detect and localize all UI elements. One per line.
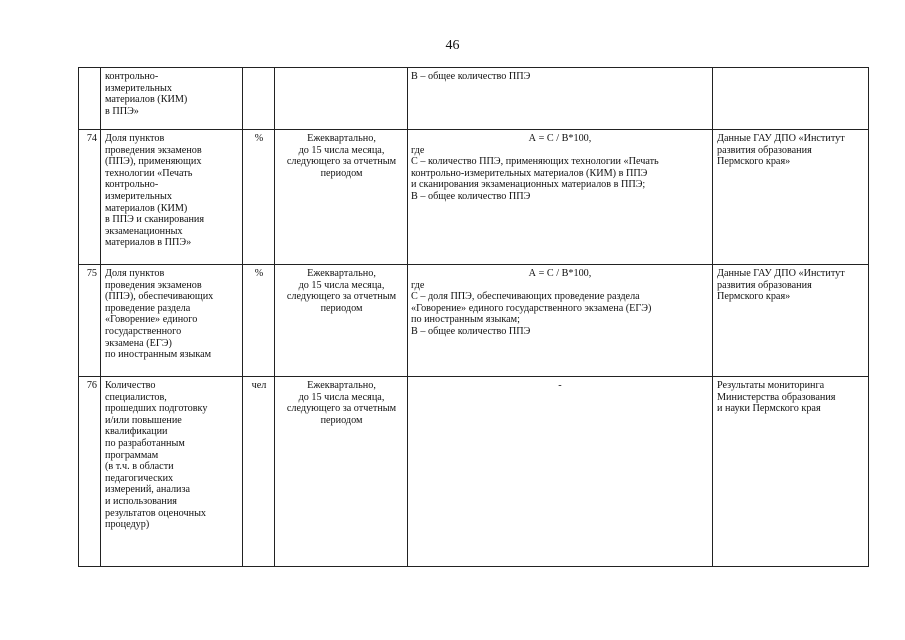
- row-number-cell: [79, 265, 101, 377]
- period-line: следующего за отчетным: [286, 403, 397, 415]
- unit-value: %: [254, 133, 264, 144]
- period-cell: [275, 68, 408, 130]
- method-cell: [408, 130, 713, 265]
- indicator-name-cell: [101, 68, 243, 130]
- method-line: В – общее количество ППЭ: [411, 190, 531, 202]
- indicator-name-line: прошедших подготовку: [105, 403, 208, 415]
- indicator-name-cell: [101, 265, 243, 377]
- no-formula-dash: -: [558, 380, 562, 391]
- source-line: Результаты мониторинга: [717, 380, 825, 391]
- method-line: С – доля ППЭ, обеспечивающих проведение раздела: [411, 291, 640, 303]
- table-row: [79, 68, 869, 130]
- method-line: по иностранным языкам;: [411, 314, 520, 326]
- period-line: периодом: [320, 414, 363, 426]
- indicator-name-line: материалов (КИМ): [105, 94, 188, 106]
- period-line: Ежеквартально,: [307, 133, 376, 144]
- source-cell: [713, 265, 869, 377]
- indicator-name-line: Доля пунктов: [105, 268, 165, 279]
- indicator-name-line: контрольно-: [105, 71, 159, 82]
- table-body: [79, 68, 869, 567]
- row-number-cell: [79, 130, 101, 265]
- period-line: периодом: [320, 302, 363, 314]
- indicator-name-line: (ППЭ), обеспечивающих: [105, 291, 214, 303]
- indicator-name-line: педагогических: [105, 472, 174, 484]
- source-line: Данные ГАУ ДПО «Институт: [717, 268, 845, 279]
- period-cell: [275, 265, 408, 377]
- unit-value: чел: [251, 380, 267, 391]
- method-line: где: [411, 279, 425, 291]
- source-cell: [713, 130, 869, 265]
- indicator-name-line: (ППЭ), применяющих: [105, 156, 202, 168]
- period-line: до 15 числа месяца,: [298, 391, 385, 403]
- method-line: и сканирования экзаменационных материалов в ППЭ;: [411, 179, 646, 191]
- unit-cell: [243, 130, 275, 265]
- period-cell: [275, 130, 408, 265]
- source-line: и науки Пермского края: [717, 403, 821, 415]
- method-cell: [408, 265, 713, 377]
- indicator-name-line: контрольно-: [105, 179, 159, 191]
- unit-cell: [243, 68, 275, 130]
- indicator-name-line: квалификации: [105, 426, 168, 438]
- indicator-name-line: экзамена (ЕГЭ): [105, 337, 172, 349]
- indicator-name-line: технологии «Печать: [105, 167, 193, 179]
- formula: А = С / В*100,: [528, 133, 592, 144]
- source-cell: [713, 68, 869, 130]
- indicator-name-line: и использования: [105, 495, 177, 507]
- source-line: развития образования: [717, 144, 812, 156]
- indicator-name-cell: [101, 130, 243, 265]
- row-number: 75: [86, 268, 97, 279]
- indicator-name-line: процедур): [105, 519, 150, 531]
- source-line: развития образования: [717, 279, 812, 291]
- row-number: 76: [86, 380, 97, 391]
- indicator-name-line: по иностранным языкам: [105, 349, 212, 361]
- source-line: Данные ГАУ ДПО «Институт: [717, 133, 845, 144]
- table-row: [79, 265, 869, 377]
- method-line: С – количество ППЭ, применяющих технологии «Печать: [411, 156, 659, 168]
- method-line: где: [411, 144, 425, 156]
- period-line: следующего за отчетным: [286, 156, 397, 168]
- period-line: до 15 числа месяца,: [298, 279, 385, 291]
- indicator-name-line: материалов в ППЭ»: [105, 237, 192, 249]
- indicator-name-line: специалистов,: [105, 391, 167, 403]
- period-line: периодом: [320, 167, 363, 179]
- method-cell: [408, 68, 713, 130]
- indicator-name-line: экзаменационных: [105, 225, 183, 237]
- indicator-name-line: Доля пунктов: [105, 133, 165, 144]
- unit-cell: [243, 265, 275, 377]
- formula: А = С / В*100,: [528, 268, 592, 279]
- indicator-name-line: измерительных: [105, 190, 172, 202]
- unit-value: %: [254, 268, 264, 279]
- indicator-name-line: (в т.ч. в области: [105, 461, 174, 473]
- table-row: [79, 130, 869, 265]
- indicator-name-line: государственного: [105, 325, 182, 337]
- indicator-name-line: проведения экзаменов: [105, 279, 202, 291]
- indicator-name-line: по разработанным: [105, 437, 185, 449]
- period-line: Ежеквартально,: [307, 268, 376, 279]
- table-row: [79, 377, 869, 567]
- indicator-name-line: в ППЭ»: [105, 105, 139, 117]
- method-cell: [408, 377, 713, 567]
- method-line: контрольно-измерительных материалов (КИМ) в ППЭ: [411, 167, 648, 179]
- unit-cell: [243, 377, 275, 567]
- indicator-name-cell: [101, 377, 243, 567]
- indicator-name-line: «Говорение» единого: [105, 314, 198, 326]
- indicator-name-line: Количество: [105, 380, 156, 391]
- indicator-name-line: результатов оценочных: [105, 507, 207, 519]
- indicator-name-line: измерений, анализа: [105, 484, 191, 496]
- indicator-name-line: в ППЭ и сканирования: [105, 214, 205, 226]
- method-line: В – общее количество ППЭ: [411, 325, 531, 337]
- row-number-cell: [79, 377, 101, 567]
- period-cell: [275, 377, 408, 567]
- source-line: Пермского края»: [717, 291, 791, 303]
- indicator-name-line: и/или повышение: [105, 414, 182, 426]
- method-line: «Говорение» единого государственного экзамена (ЕГЭ): [411, 302, 652, 314]
- page-number: 46: [445, 38, 460, 53]
- method-line: В – общее количество ППЭ: [411, 71, 531, 82]
- row-number-cell: [79, 68, 101, 130]
- indicator-name-line: программам: [105, 449, 159, 461]
- period-line: следующего за отчетным: [286, 291, 397, 303]
- row-number: 74: [86, 133, 97, 144]
- indicator-name-line: материалов (КИМ): [105, 202, 188, 214]
- indicator-name-line: измерительных: [105, 82, 172, 94]
- source-line: Пермского края»: [717, 156, 791, 168]
- indicators-table: [78, 67, 869, 567]
- indicator-name-line: проведения экзаменов: [105, 144, 202, 156]
- source-line: Министерства образования: [717, 391, 836, 403]
- indicator-name-line: проведение раздела: [105, 302, 191, 314]
- period-line: до 15 числа месяца,: [298, 144, 385, 156]
- source-cell: [713, 377, 869, 567]
- period-line: Ежеквартально,: [307, 380, 376, 391]
